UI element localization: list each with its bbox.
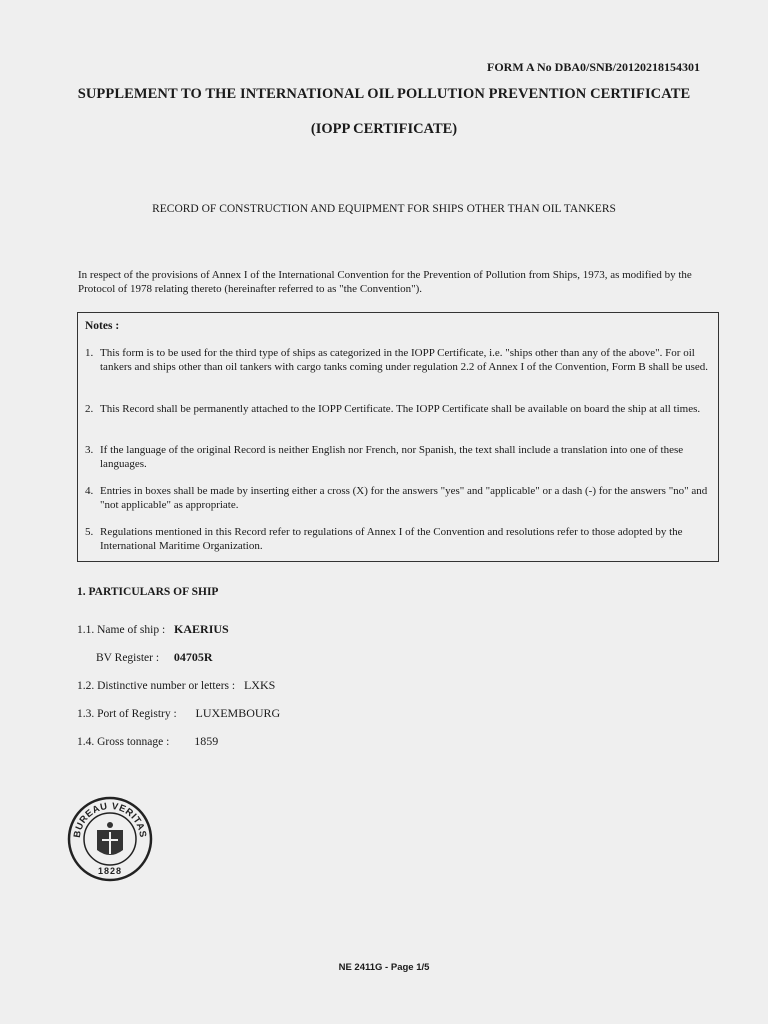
note-text: Regulations mentioned in this Record refer to regulations of Annex I of the Convention and resolutions refer to those adopted by the International Maritime Organization. <box>100 526 683 552</box>
record-title: RECORD OF CONSTRUCTION AND EQUIPMENT FOR SHIPS OTHER THAN OIL TANKERS <box>152 203 616 215</box>
note-item <box>85 403 720 417</box>
field-label: BV Register : <box>96 652 160 664</box>
note-item <box>85 347 720 374</box>
note-item <box>85 444 720 471</box>
field-label: 1.1. Name of ship : <box>77 624 166 636</box>
form-number: FORM A No DBA0/SNB/20120218154301 <box>486 60 700 74</box>
note-number: 4. <box>85 485 94 497</box>
seal-text: BUREAU VERITAS <box>71 800 149 839</box>
notes-label: Notes : <box>85 320 120 332</box>
intro-paragraph: In respect of the provisions of Annex I of the International Convention for the Prevention of Pollution from Ships, 1973, as modified by the Protocol of 1978 relating thereto (hereinafter referred to as "the Convention"). <box>78 269 692 295</box>
bureau-veritas-seal-icon <box>67 796 153 882</box>
field-label: 1.3. Port of Registry : <box>77 708 177 720</box>
field-value: 1859 <box>194 734 219 748</box>
note-number: 5. <box>85 526 94 538</box>
document-subtitle: (IOPP CERTIFICATE) <box>310 121 458 137</box>
field-label: 1.2. Distinctive number or letters : <box>77 680 236 692</box>
note-number: 2. <box>85 403 94 415</box>
note-item <box>85 526 720 553</box>
page-footer: NE 2411G - Page 1/5 <box>338 962 430 973</box>
field-port-of-registry <box>77 706 280 721</box>
note-number: 3. <box>85 444 94 456</box>
field-value: KAERIUS <box>174 622 229 636</box>
note-item <box>85 485 720 512</box>
note-text: Entries in boxes shall be made by inserting either a cross (X) for the answers "yes" and "applicable" or a dash (-) for the answers "no" and "not applicable" as appropriate. <box>100 485 708 511</box>
note-number: 1. <box>85 347 94 359</box>
field-name-of-ship <box>77 622 229 637</box>
note-text: If the language of the original Record is neither English nor French, nor Spanish, the text shall include a translation into one of these languages. <box>100 444 684 470</box>
field-value: LXKS <box>243 678 276 692</box>
section-title-particulars: 1. PARTICULARS OF SHIP <box>77 586 219 598</box>
document-title: SUPPLEMENT TO THE INTERNATIONAL OIL POLLUTION PREVENTION CERTIFICATE <box>77 86 691 102</box>
note-text: This Record shall be permanently attached to the IOPP Certificate. The IOPP Certificate shall be available on board the ship at all times. <box>100 403 701 415</box>
notes-box <box>77 312 719 562</box>
field-distinctive-number <box>77 678 275 693</box>
field-label: 1.4. Gross tonnage : <box>77 736 170 748</box>
field-bv-register <box>96 650 213 665</box>
note-text: This form is to be used for the third type of ships as categorized in the IOPP Certificate, i.e. "ships other than any of the above". For oil tankers and ships other than oil tankers with cargo tanks coming under regulation 2.2 of Annex I of the Convention, Form B shall be used. <box>100 347 709 373</box>
field-value: LUXEMBOURG <box>195 706 281 720</box>
field-gross-tonnage <box>77 734 218 749</box>
seal-year: 1828 <box>97 866 123 876</box>
field-value: 04705R <box>173 650 213 664</box>
